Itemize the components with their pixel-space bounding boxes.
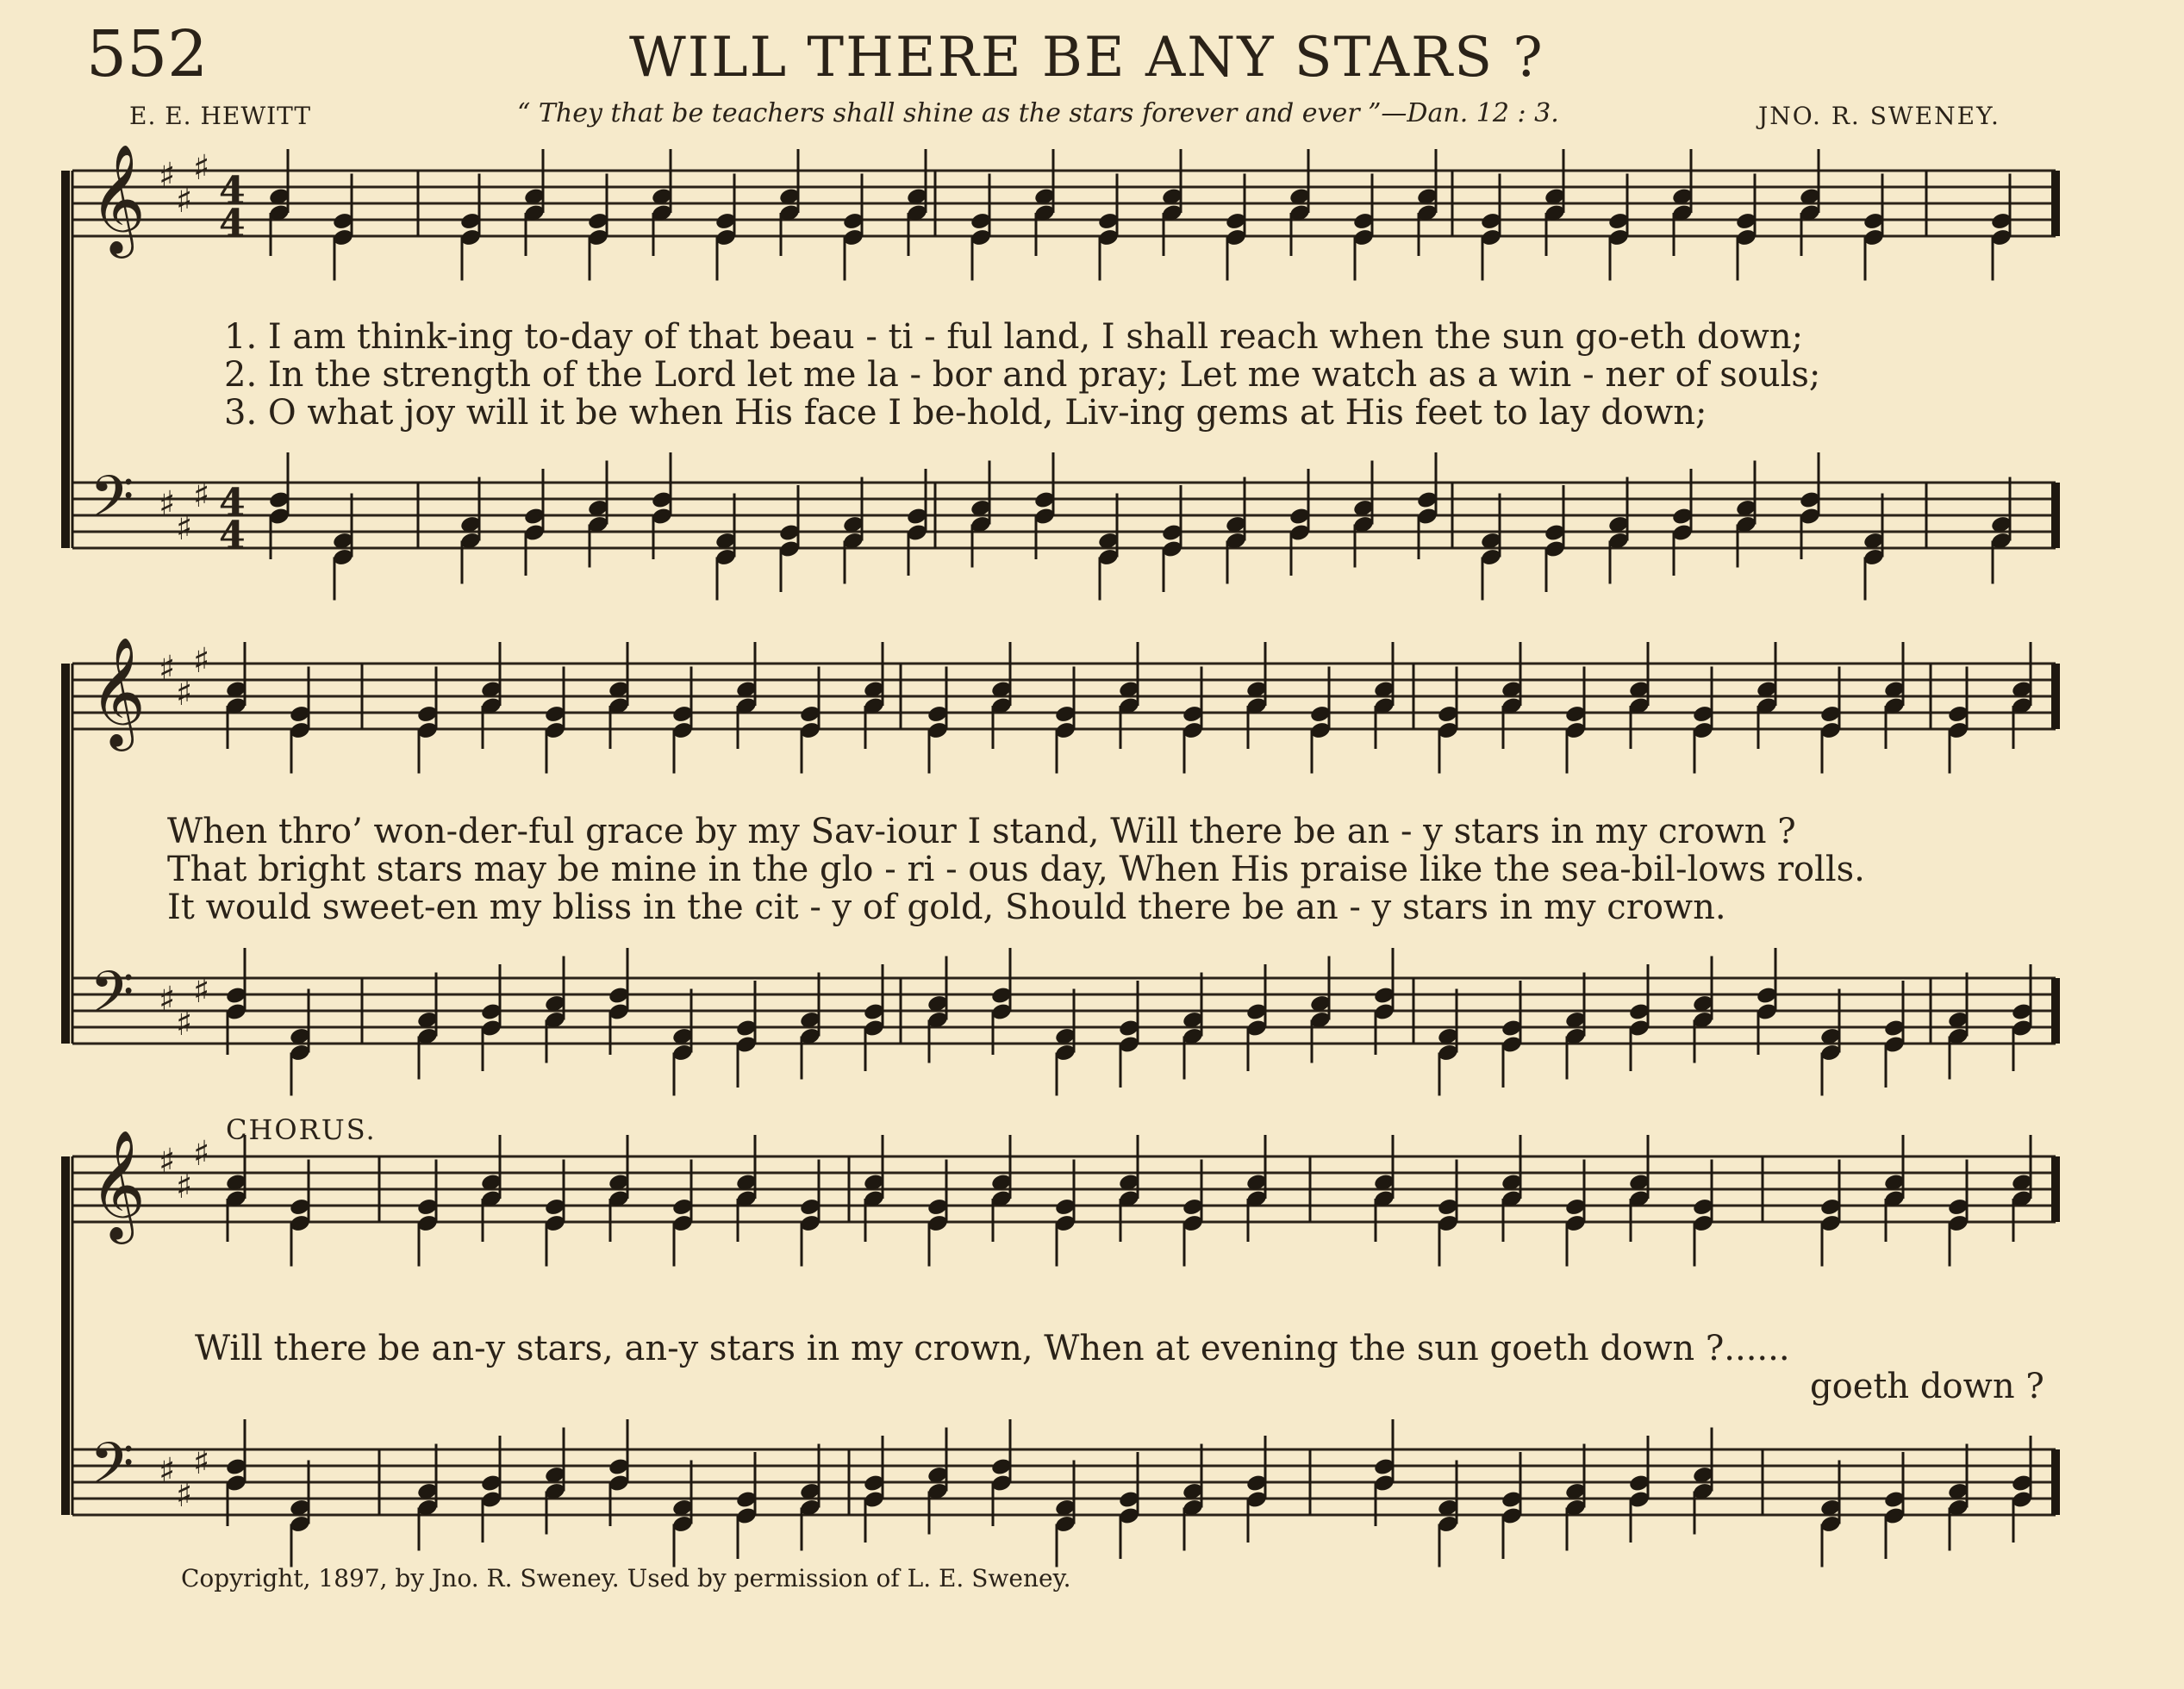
verse-1-line-2: When thro’ won-der-ful grace by my Sav-iour I stand, Will there be an - y stars in my crown ? bbox=[167, 812, 1796, 851]
sharp-icon: ♯ bbox=[193, 1443, 210, 1482]
sharp-icon: ♯ bbox=[176, 508, 193, 548]
time-signature-numerator: 4 bbox=[219, 481, 246, 525]
chorus-lyric: Will there be an-y stars, an-y stars in my crown, When at evening the sun goeth down ?...... bbox=[195, 1329, 1790, 1368]
time-signature-numerator: 4 bbox=[219, 169, 246, 213]
treble-clef-icon: 𝄞 bbox=[90, 636, 147, 746]
verse-3-line-1: 3. O what joy will it be when His face I be-hold, Liv-ing gems at His feet to lay down; bbox=[224, 393, 1707, 433]
sharp-icon: ♯ bbox=[176, 181, 193, 221]
verse-2-line-1: 2. In the strength of the Lord let me la - bor and pray; Let me watch as a win - ner of souls; bbox=[224, 355, 1821, 395]
sharp-icon: ♯ bbox=[176, 1004, 193, 1044]
treble-clef-icon: 𝄞 bbox=[90, 143, 147, 253]
sharp-icon: ♯ bbox=[159, 1142, 176, 1181]
sharp-icon: ♯ bbox=[159, 1451, 176, 1491]
bass-clef-icon: 𝄢 bbox=[90, 1430, 134, 1511]
composer-credit: JNO. R. SWENEY. bbox=[1758, 102, 2000, 130]
sharp-icon: ♯ bbox=[193, 971, 210, 1011]
bass-clef-icon: 𝄢 bbox=[90, 959, 134, 1039]
treble-staff-1 bbox=[72, 171, 2056, 236]
time-signature-denominator: 4 bbox=[219, 202, 246, 246]
sharp-icon: ♯ bbox=[176, 674, 193, 714]
copyright-notice: Copyright, 1897, by Jno. R. Sweney. Used by permission of L. E. Sweney. bbox=[181, 1564, 1071, 1592]
chorus-lyric-ending: goeth down ? bbox=[1810, 1367, 2044, 1406]
scripture-epigraph: “ They that be teachers shall shine as the stars forever and ever ”—Dan. 12 : 3. bbox=[517, 98, 1559, 128]
bass-clef-icon: 𝄢 bbox=[90, 464, 134, 544]
sharp-icon: ♯ bbox=[176, 1475, 193, 1515]
sharp-icon: ♯ bbox=[159, 980, 176, 1019]
treble-clef-icon: 𝄞 bbox=[90, 1129, 147, 1239]
sharp-icon: ♯ bbox=[193, 476, 210, 515]
sharp-icon: ♯ bbox=[176, 1167, 193, 1206]
sharp-icon: ♯ bbox=[193, 1134, 210, 1174]
sharp-icon: ♯ bbox=[193, 641, 210, 681]
sharp-icon: ♯ bbox=[159, 484, 176, 524]
chorus-label: CHORUS. bbox=[226, 1113, 377, 1146]
author-credit: E. E. HEWITT bbox=[129, 102, 312, 130]
verse-1-line-1: 1. I am think-ing to-day of that beau - ti - ful land, I shall reach when the sun go-eth down; bbox=[224, 317, 1804, 357]
hymn-title: WILL THERE BE ANY STARS ? bbox=[629, 26, 1544, 90]
bass-staff-1 bbox=[72, 483, 2056, 548]
hymn-number: 552 bbox=[86, 17, 209, 91]
sharp-icon: ♯ bbox=[193, 148, 210, 188]
verse-3-line-2: It would sweet-en my bliss in the cit - y of gold, Should there be an - y stars in my crown. bbox=[167, 888, 1726, 927]
verse-2-line-2: That bright stars may be mine in the glo - ri - ous day, When His praise like the sea-bil-lows rolls. bbox=[167, 850, 1865, 889]
sharp-icon: ♯ bbox=[159, 649, 176, 689]
time-signature-denominator: 4 bbox=[219, 514, 246, 558]
sharp-icon: ♯ bbox=[159, 156, 176, 196]
